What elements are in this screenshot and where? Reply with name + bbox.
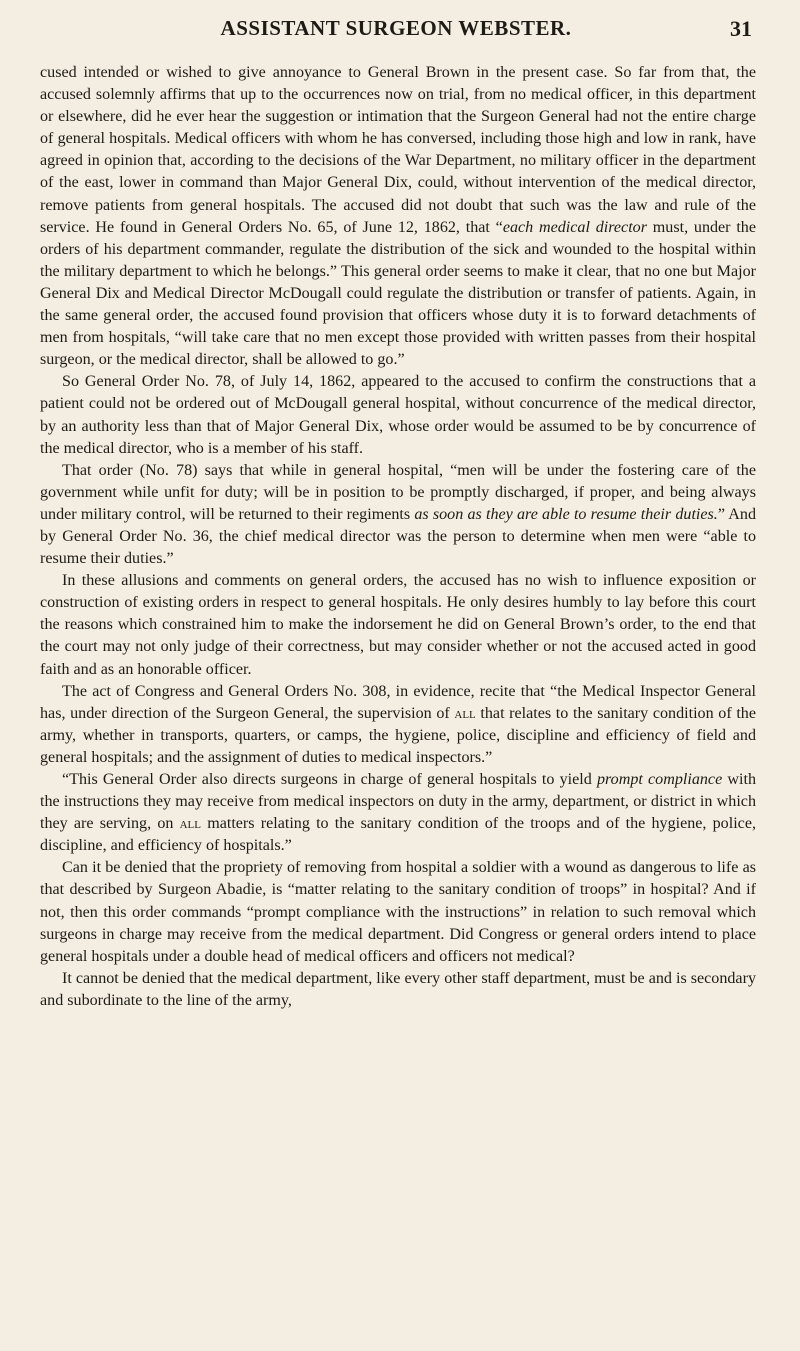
paragraph	[40, 62, 756, 371]
body-text	[40, 62, 756, 1012]
text-run: cused intended or wished to give annoyance to General Brown in the present case. So far from that, the accused solemnly affirms that up to the occurrences now on trial, from no medical officer, in this department or elsewhere, did he ever hear the suggestion or intimation that the Surgeon General had not the entire charge of general hospitals. Medical officers with whom he has conversed, including those high and low in rank, have agreed in opinion that, according to the decisions of the War Department, no military officer in the department of the east, lower in command than Major General Dix, could, without intervention of the medical director, remove patients from general hospitals. The accused did not doubt that such was the law and rule of the service. He found in General Orders No. 65, of June 12, 1862, that “	[40, 64, 756, 236]
text-run: “This General Order also directs surgeons in charge of general hospitals to yield	[62, 771, 597, 788]
text-run: It cannot be denied that the medical department, like every other staff department, must be and is secondary and subordinate to the line of the army,	[40, 969, 756, 1009]
text-run: matters relating to the sanitary condition of the troops and of the hygiene, police, discipline, and efficiency of hospitals.”	[40, 815, 756, 855]
paragraph	[40, 570, 756, 680]
text-run: that relates to the sanitary condition of the army, whether in transports, quarters, or camps, the hygiene, police, discipline and efficiency of field and general hospitals; and the assignment of duties to medical inspectors.”	[40, 704, 756, 766]
running-title: ASSISTANT SURGEON WEBSTER.	[220, 16, 572, 40]
emphasis-text: prompt compliance	[596, 771, 723, 788]
text-run: That order (No. 78) says that while in general hospital, “men will be under the fostering care of the government while unfit for duty; will be in position to be promptly discharged, if proper, and being always under military control, will be returned to their regiments	[40, 461, 756, 523]
paragraph	[40, 857, 756, 967]
text-run: ” And by General Order No. 36, the chief medical director was the person to determine when men were “able to resume their duties.”	[40, 505, 757, 568]
text-run: with the instructions they may receive from medical inspectors on duty in the army, department, or district in which they are serving, on	[40, 771, 757, 833]
paragraph	[40, 769, 756, 857]
text-run: In these allusions and comments on general orders, the accused has no wish to influence exposition or construction of existing orders in respect to general hospitals. He only desires humbly to lay before this court the reasons which constrained him to make the indorsement he did on General Brown’s order, to the end that the court may not only judge of their correctness, but may consider whether or not the accused acted in good faith and as an honorable officer.	[40, 572, 756, 678]
paragraph	[40, 460, 756, 570]
paragraph	[40, 681, 756, 769]
text-run: So General Order No. 78, of July 14, 1862, appeared to the accused to confirm the constructions that a patient could not be ordered out of McDougall general hospital, without concurrence of the medical director, by an authority less than that of Major General Dix, whose order would be assumed to be by concurrence of the medical director, who is a member of his staff.	[40, 373, 756, 457]
emphasis-text: each medical director	[502, 218, 647, 236]
page-number: 31	[730, 16, 752, 41]
text-run: The act of Congress and General Orders No. 308, in evidence, recite that “the Medical Inspector General has, under direction of the Surgeon General, the supervision of	[40, 682, 756, 722]
paragraph	[40, 371, 756, 459]
emphasis-text: as soon as they are able to resume their duties.	[414, 505, 718, 523]
small-caps-text: all	[179, 815, 201, 833]
small-caps-text: all	[454, 704, 476, 722]
paragraph	[40, 968, 756, 1012]
text-run: Can it be denied that the propriety of removing from hospital a soldier with a wound as dangerous to life as that described by Surgeon Abadie, is “matter relating to the sanitary condition of troops” in hospital? And if not, then this order commands “prompt compliance with the instructions” in relation to such removal which surgeons in charge may receive from the medical department. Did Congress or general orders intend to place general hospitals under a double head of medical officers and officers not medical?	[40, 859, 756, 965]
text-run: must, under the orders of his department commander, regulate the distribution of the sick and wounded to the hospital within the military department to which he belongs.” This general order seems to make it clear, that no one but Major General Dix and Medical Director McDougall could regulate the distribution or transfer of patients. Again, in the same general order, the accused found provision that officers whose duty it is to forward detachments of men from hospitals, “will take care that no men except those provided with written passes from their hospital surgeon, or the medical director, shall be allowed to go.”	[40, 218, 756, 369]
running-head	[40, 16, 752, 50]
